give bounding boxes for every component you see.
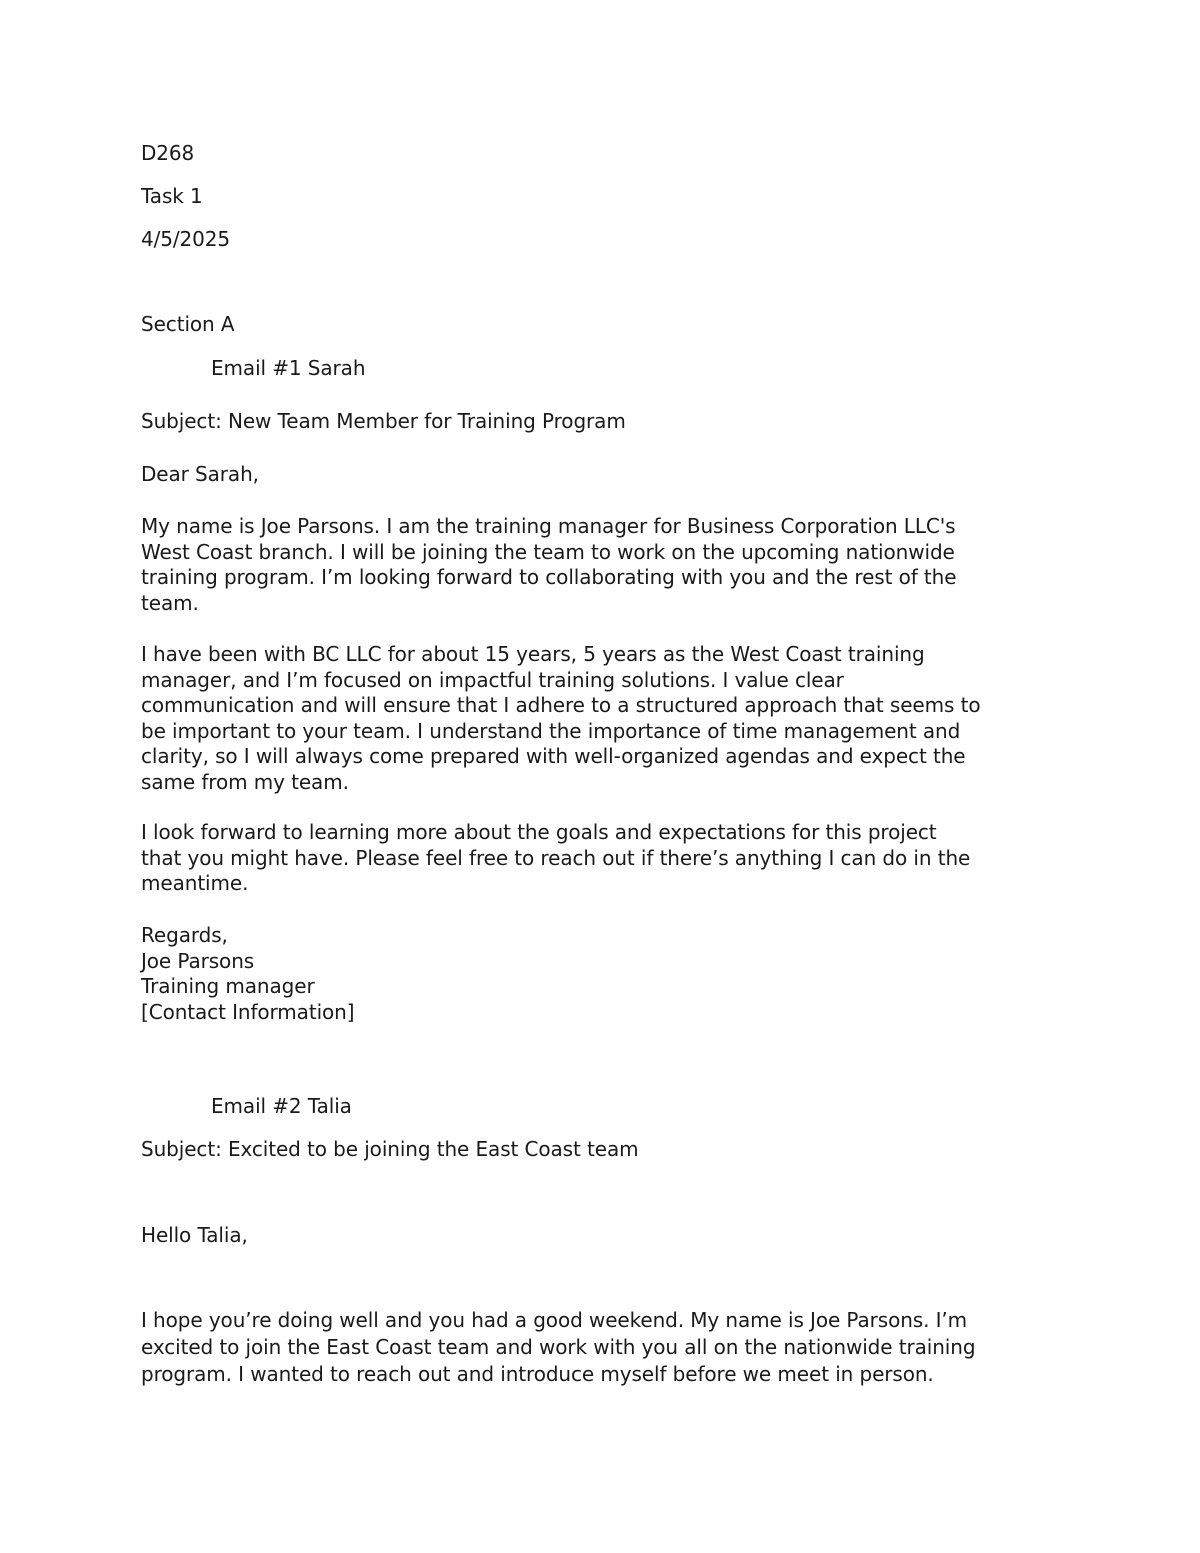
email2-paragraph-1 bbox=[141, 1307, 1071, 1388]
document-date: 4/5/2025 bbox=[141, 227, 231, 251]
paragraph-line: team. bbox=[141, 590, 199, 615]
email1-paragraph-3 bbox=[141, 820, 1071, 897]
signature-name: Joe Parsons bbox=[141, 948, 255, 973]
paragraph-line: program. I wanted to reach out and introduce myself before we meet in person. bbox=[141, 1362, 934, 1386]
task-label: Task 1 bbox=[141, 184, 203, 208]
paragraph-line: manager, and I’m focused on impactful training solutions. I value clear bbox=[141, 667, 844, 692]
paragraph-line: be important to your team. I understand the importance of time management and bbox=[141, 718, 961, 743]
signature-closing: Regards, bbox=[141, 923, 228, 947]
email2-greeting: Hello Talia, bbox=[141, 1223, 248, 1247]
paragraph-line: I look forward to learning more about the goals and expectations for this project bbox=[141, 820, 937, 844]
paragraph-line: communication and will ensure that I adhere to a structured approach that seems to bbox=[141, 693, 981, 717]
email1-subject: Subject: New Team Member for Training Program bbox=[141, 409, 626, 433]
email1-paragraph-2 bbox=[141, 642, 1071, 795]
paragraph-line: West Coast branch. I will be joining the team to work on the upcoming nationwide bbox=[141, 539, 955, 564]
paragraph-line: I hope you’re doing well and you had a good weekend. My name is Joe Parsons. I’m bbox=[141, 1308, 968, 1332]
paragraph-line: meantime. bbox=[141, 871, 249, 895]
email1-signature bbox=[141, 923, 1071, 1025]
section-title: Section A bbox=[141, 312, 235, 336]
email1-greeting: Dear Sarah, bbox=[141, 462, 259, 486]
signature-contact: [Contact Information] bbox=[141, 999, 355, 1024]
paragraph-line: excited to join the East Coast team and work with you all on the nationwide training bbox=[141, 1335, 976, 1359]
email1-heading: Email #1 Sarah bbox=[211, 356, 366, 380]
email2-heading: Email #2 Talia bbox=[211, 1094, 352, 1118]
paragraph-line: I have been with BC LLC for about 15 years, 5 years as the West Coast training bbox=[141, 642, 925, 666]
email1-paragraph-1 bbox=[141, 514, 1071, 616]
signature-title: Training manager bbox=[141, 974, 315, 998]
paragraph-line: that you might have. Please feel free to reach out if there’s anything I can do in the bbox=[141, 845, 971, 870]
course-code: D268 bbox=[141, 141, 195, 165]
paragraph-line: same from my team. bbox=[141, 769, 349, 794]
paragraph-line: My name is Joe Parsons. I am the training manager for Business Corporation LLC's bbox=[141, 514, 956, 538]
paragraph-line: clarity, so I will always come prepared with well-organized agendas and expect the bbox=[141, 744, 966, 768]
email2-subject: Subject: Excited to be joining the East Coast team bbox=[141, 1137, 639, 1161]
paragraph-line: training program. I’m looking forward to collaborating with you and the rest of the bbox=[141, 565, 957, 589]
